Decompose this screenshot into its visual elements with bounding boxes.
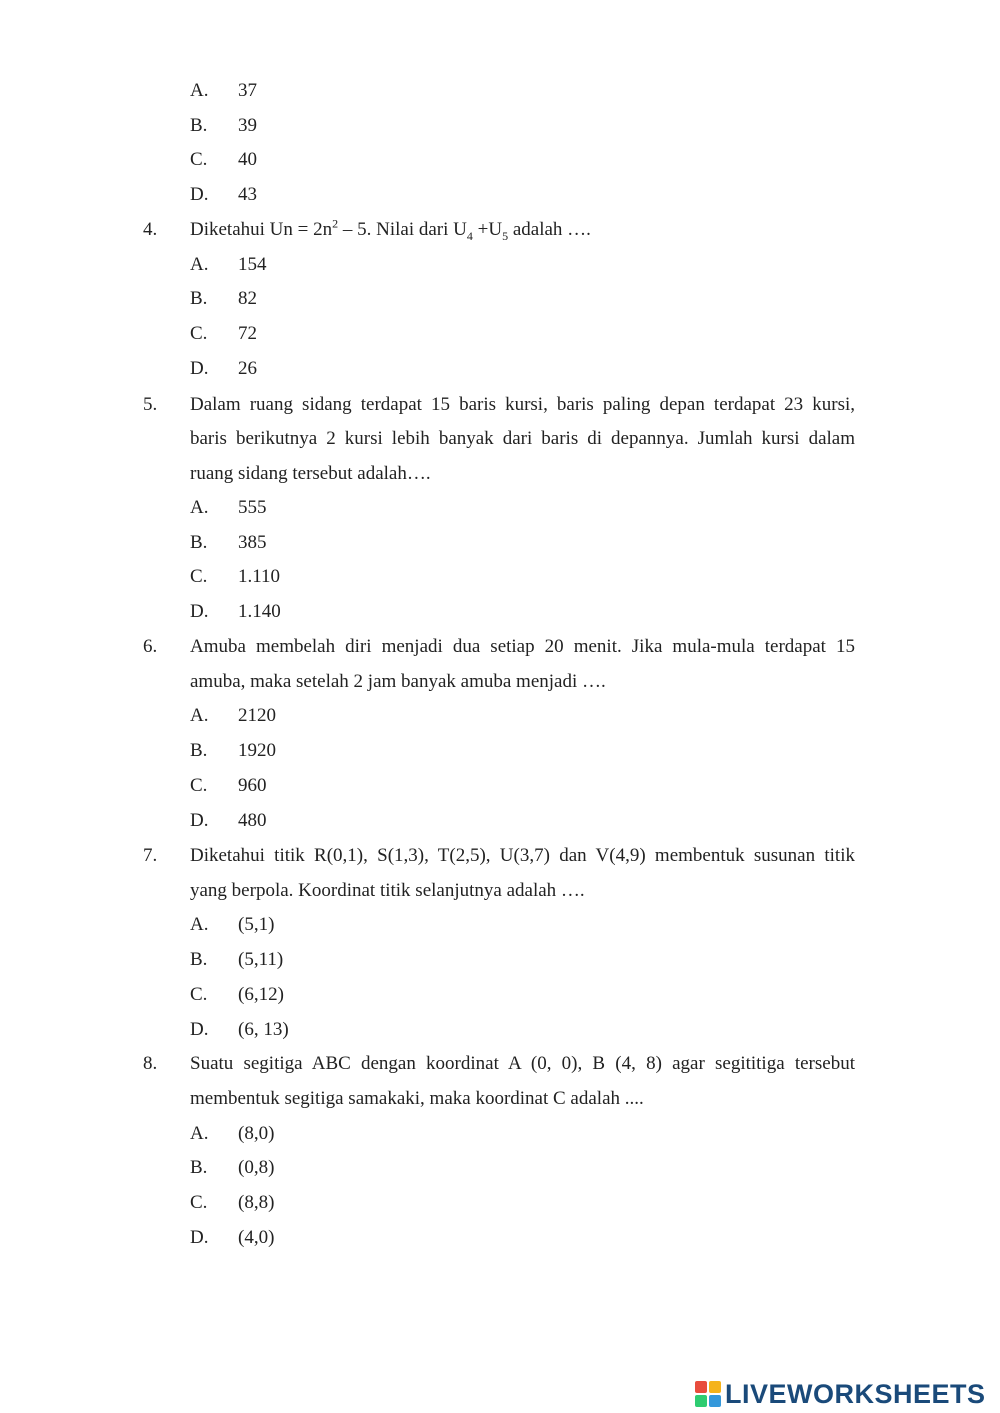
q4-text-part: adalah …. <box>508 219 591 240</box>
option-letter: C. <box>190 566 208 587</box>
q4-text-part: +U <box>472 219 503 240</box>
option-value: (6,12) <box>238 984 284 1005</box>
option-letter: D. <box>190 601 209 622</box>
option-letter: A. <box>190 80 209 101</box>
logo-text: LIVEWORKSHEETS <box>725 1378 986 1409</box>
question-text: Dalam ruang sidang terdapat 15 baris kursi, baris paling depan terdapat 23 kursi, <box>190 394 855 415</box>
option-value: (0,8) <box>238 1157 275 1178</box>
option-value: (4,0) <box>238 1227 275 1248</box>
question-text: Diketahui titik R(0,1), S(1,3), T(2,5), U(3,7) dan V(4,9) membentuk susunan titik <box>190 845 855 866</box>
option-value: 1920 <box>238 740 276 761</box>
option-value: 2120 <box>238 705 276 726</box>
question-number: 4. <box>143 219 158 240</box>
option-value: 39 <box>238 115 257 136</box>
question-text: Amuba membelah diri menjadi dua setiap 20 menit. Jika mula-mula terdapat 15 <box>190 636 855 657</box>
q4-text-part: – 5. Nilai dari U <box>338 219 467 240</box>
option-letter: C. <box>190 323 208 344</box>
option-value: 960 <box>238 775 267 796</box>
option-letter: D. <box>190 184 209 205</box>
option-value: 37 <box>238 80 257 101</box>
q4-subscript: 5 <box>502 228 509 243</box>
question-text: ruang sidang tersebut adalah…. <box>190 463 431 484</box>
option-value: 385 <box>238 532 267 553</box>
option-value: 1.140 <box>238 601 281 622</box>
option-value: 555 <box>238 497 267 518</box>
liveworksheets-logo-icon <box>695 1381 721 1407</box>
question-text: Suatu segitiga ABC dengan koordinat A (0, 0), B (4, 8) agar segititiga tersebut <box>190 1053 855 1074</box>
question-text <box>190 217 855 243</box>
question-number: 6. <box>143 636 158 657</box>
option-letter: A. <box>190 1123 209 1144</box>
option-letter: C. <box>190 775 208 796</box>
q4-subscript: 4 <box>466 228 473 243</box>
option-letter: A. <box>190 705 209 726</box>
option-letter: A. <box>190 914 209 935</box>
question-number: 7. <box>143 845 158 866</box>
option-letter: C. <box>190 984 208 1005</box>
option-letter: B. <box>190 740 208 761</box>
option-letter: D. <box>190 1019 209 1040</box>
option-value: (8,8) <box>238 1192 275 1213</box>
question-text: membentuk segitiga samakaki, maka koordinat C adalah .... <box>190 1088 644 1109</box>
option-letter: B. <box>190 288 208 309</box>
option-letter: B. <box>190 1157 208 1178</box>
option-letter: D. <box>190 810 209 831</box>
option-value: (6, 13) <box>238 1019 289 1040</box>
logo-mark-cell <box>695 1395 707 1407</box>
logo-mark-cell <box>709 1395 721 1407</box>
question-number: 5. <box>143 394 158 415</box>
option-letter: C. <box>190 1192 208 1213</box>
option-value: 480 <box>238 810 267 831</box>
option-letter: C. <box>190 149 208 170</box>
option-value: 26 <box>238 358 257 379</box>
logo-mark-cell <box>709 1381 721 1393</box>
q4-text-part: Diketahui Un = 2n <box>190 219 333 240</box>
option-value: 82 <box>238 288 257 309</box>
option-letter: B. <box>190 115 208 136</box>
option-letter: A. <box>190 254 209 275</box>
option-value: 154 <box>238 254 267 275</box>
option-value: 72 <box>238 323 257 344</box>
liveworksheets-logo[interactable] <box>695 1377 986 1411</box>
logo-mark-cell <box>695 1381 707 1393</box>
option-value: 43 <box>238 184 257 205</box>
option-letter: D. <box>190 1227 209 1248</box>
option-letter: B. <box>190 532 208 553</box>
option-letter: D. <box>190 358 209 379</box>
option-letter: A. <box>190 497 209 518</box>
option-value: (5,11) <box>238 949 284 970</box>
option-value: (5,1) <box>238 914 275 935</box>
question-text: yang berpola. Koordinat titik selanjutnya adalah …. <box>190 880 585 901</box>
option-value: 40 <box>238 149 257 170</box>
question-text: baris berikutnya 2 kursi lebih banyak dari baris di depannya. Jumlah kursi dalam <box>190 428 855 449</box>
option-value: (8,0) <box>238 1123 275 1144</box>
question-number: 8. <box>143 1053 158 1074</box>
option-value: 1.110 <box>238 566 281 587</box>
question-text: amuba, maka setelah 2 jam banyak amuba menjadi …. <box>190 671 606 692</box>
q4-superscript: 2 <box>332 216 339 231</box>
option-letter: B. <box>190 949 208 970</box>
